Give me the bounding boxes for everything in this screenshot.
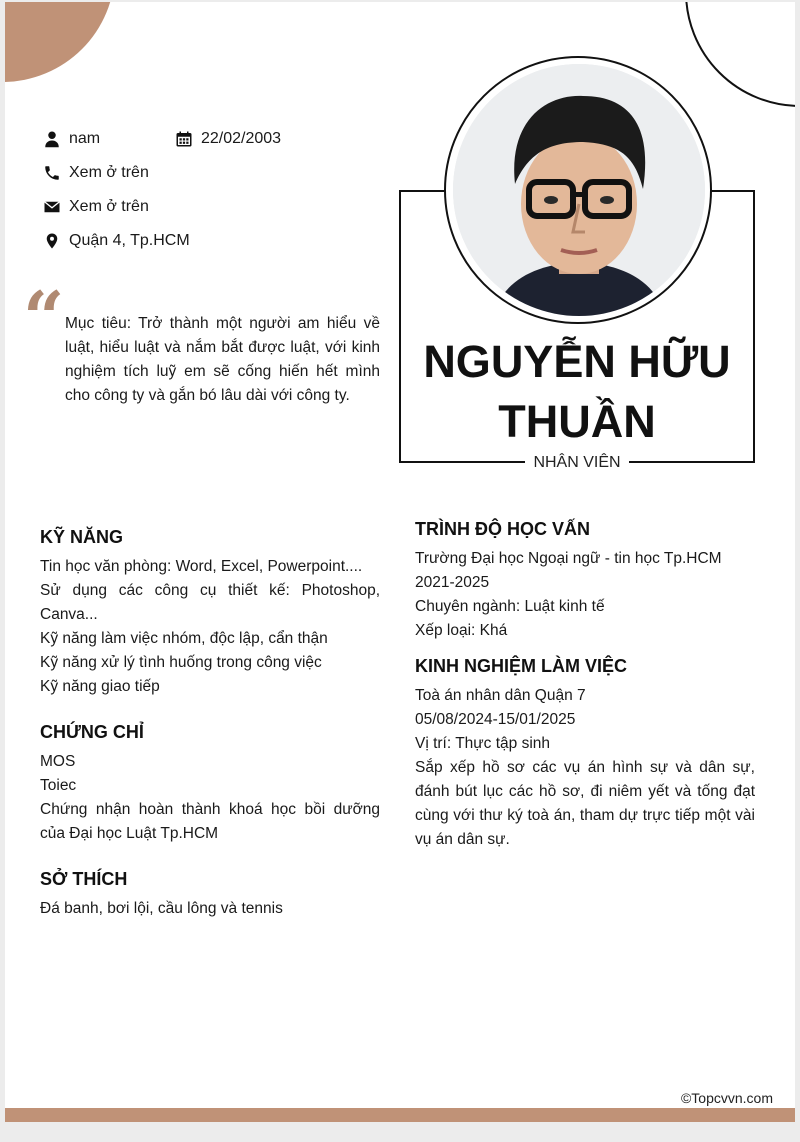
list-item: 05/08/2024-15/01/2025 xyxy=(415,711,576,728)
bottom-accent-bar xyxy=(5,1108,795,1122)
list-item: Toà án nhân dân Quận 7 xyxy=(415,687,586,704)
person-icon xyxy=(43,130,61,148)
gender-row xyxy=(43,130,100,148)
list-item: Sử dụng các công cụ thiết kế: Photoshop, Canva... xyxy=(40,582,380,623)
list-item: Đá banh, bơi lội, cầu lông và tennis xyxy=(40,900,283,917)
job-position: NHÂN VIÊN xyxy=(525,452,629,474)
phone-icon xyxy=(43,164,61,182)
hobbies-heading: SỞ THÍCH xyxy=(40,869,128,889)
email-value: Xem ở trên xyxy=(69,198,149,215)
gender-value: nam xyxy=(69,130,101,147)
experience-section xyxy=(415,654,755,852)
education-heading: TRÌNH ĐỘ HỌC VẤN xyxy=(415,519,590,539)
list-item: Kỹ năng giao tiếp xyxy=(40,678,160,695)
email-row xyxy=(43,198,149,216)
address-row xyxy=(43,232,190,250)
certificates-heading: CHỨNG CHỈ xyxy=(40,722,144,742)
birthday-value: 22/02/2003 xyxy=(201,130,282,147)
hobbies-section xyxy=(40,867,380,921)
birthday-row xyxy=(175,130,281,148)
list-item: Sắp xếp hồ sơ các vụ án hình sự và dân sự, đánh bút lục các hồ sơ, đi niêm yết và tống đạt cùng với thư ký toà án, tham dự trực tiếp một vài vụ án dân sự. xyxy=(415,759,755,848)
list-item: Xếp loại: Khá xyxy=(415,622,508,639)
list-item: MOS xyxy=(40,753,76,770)
list-item: Toiec xyxy=(40,777,77,794)
list-item: Trường Đại học Ngoại ngữ - tin học Tp.HCM xyxy=(415,550,722,567)
profile-photo xyxy=(453,64,705,316)
list-item: Chuyên ngành: Luật kinh tế xyxy=(415,598,605,615)
list-item: Tin học văn phòng: Word, Excel, Powerpoint.... xyxy=(40,558,363,575)
list-item: Vị trí: Thực tập sinh xyxy=(415,735,551,752)
calendar-icon xyxy=(175,130,193,148)
cv-page xyxy=(5,2,795,1122)
decorative-circle-left xyxy=(5,2,115,82)
phone-row xyxy=(43,164,149,182)
location-pin-icon xyxy=(43,232,61,250)
experience-heading: KINH NGHIỆM LÀM VIỆC xyxy=(415,656,628,676)
certificates-section xyxy=(40,720,380,846)
list-item: Kỹ năng làm việc nhóm, độc lập, cẩn thận xyxy=(40,630,328,647)
skills-section xyxy=(40,525,380,699)
envelope-icon xyxy=(43,198,61,216)
address-value: Quận 4, Tp.HCM xyxy=(69,232,190,249)
career-objective: Mục tiêu: Trở thành một người am hiểu về luật, hiểu luật và nắm bắt được luật, với kinh nghiệm tích luỹ em sẽ cống hiến hết mình cho công ty và gắn bó lâu dài với công ty. xyxy=(65,315,380,404)
copyright-text: ©Topcvvn.com xyxy=(680,1090,773,1106)
list-item: 2021-2025 xyxy=(415,574,490,591)
list-item: Kỹ năng xử lý tình huống trong công việc xyxy=(40,654,322,671)
list-item: Chứng nhận hoàn thành khoá học bồi dưỡng của Đại học Luật Tp.HCM xyxy=(40,801,380,842)
quote-icon: “ xyxy=(23,275,65,360)
candidate-name: NGUYỄN HỮU THUẦN xyxy=(423,336,731,447)
decorative-circle-right xyxy=(685,2,795,107)
education-section xyxy=(415,517,755,643)
phone-value: Xem ở trên xyxy=(69,164,149,181)
skills-heading: KỸ NĂNG xyxy=(40,527,124,547)
